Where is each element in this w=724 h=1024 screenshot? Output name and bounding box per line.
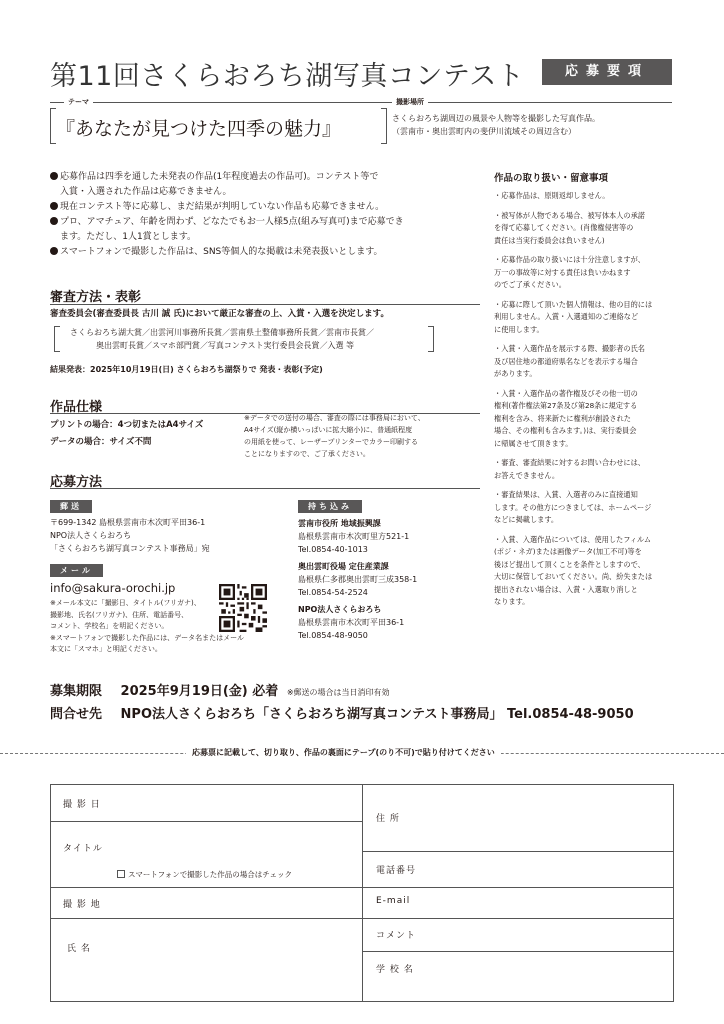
apply-rule <box>50 488 480 489</box>
form-rule <box>51 887 362 888</box>
note-line: お答えできません。 <box>494 470 560 480</box>
notes-section <box>494 170 678 616</box>
bullet-icon <box>50 247 58 255</box>
contact-value: NPO法人さくらおろち「さくらおろち湖写真コンテスト事務局」 Tel.0854-48-9050 <box>120 707 634 722</box>
judging-heading: 審査方法・表彰 <box>50 290 142 305</box>
email-note: ※スマートフォンで撮影した作品には、データ名またはメール <box>50 633 245 642</box>
field-title[interactable]: タイトル <box>63 844 103 854</box>
spec-note: ※データでの送付の場合、審査の際には事務局において、 A4サイズ(縦か横いっぱいに拡大縮小)に、普通紙程度 の用紙を使って、レーザープリンターでカラー印刷する ことになりますので、ご了承ください。 <box>244 414 425 458</box>
form-rule <box>51 918 362 919</box>
note-item <box>494 489 678 527</box>
spec-print: プリントの場合：4つ切またはA4サイズ <box>50 420 204 430</box>
notes-list <box>494 190 678 609</box>
field-comment[interactable]: コメント <box>376 931 417 941</box>
mail-line: NPO法人さくらおろち <box>50 531 132 540</box>
note-item <box>494 210 678 248</box>
mail-line: 「さくらおろち湖写真コンテスト事務局」宛 <box>50 544 210 553</box>
note-line: に帰属させて頂きます。 <box>494 438 573 448</box>
note-line: のでご了承ください。 <box>494 280 566 289</box>
bring-office: NPO法人さくらおろち 島根県雲南市木次町平田36-1 Tel.0854-48-9050 <box>298 605 405 640</box>
location-line-2: （雲南市・奥出雲町内の斐伊川流域その周辺含む） <box>392 127 576 136</box>
note-line: を得て応募してください。(肖像権侵害等の <box>494 223 634 232</box>
judging-rule <box>50 304 480 305</box>
field-school[interactable]: 学 校 名 <box>376 965 414 975</box>
qr-code-icon[interactable] <box>219 584 267 632</box>
deadline-row <box>50 680 390 699</box>
form-rule <box>362 887 673 888</box>
theme-bracket-right <box>381 108 387 144</box>
note-item <box>494 388 678 451</box>
field-email[interactable]: E-mail <box>376 896 411 906</box>
note-line: ・被写体が人物である場合、被写体本人の承諾 <box>494 210 645 220</box>
email-note: 撮影地、氏名(フリガナ)、住所、電話番号、 <box>50 610 189 619</box>
note-line: ・入賞・入選作品の著作権及びその他一切の <box>494 388 638 398</box>
deadline-label: 募集期限 <box>50 684 103 699</box>
email-tag: メール <box>50 564 103 577</box>
note-line: などに掲載します。 <box>494 515 559 524</box>
note-line: ・応募作品は、原則返却しません。 <box>494 191 610 200</box>
awards-bracket-left <box>54 326 60 352</box>
awards-line-1: さくらおろち湖大賞／出雲河川事務所長賞／雲南県土整備事務所長賞／雲南市長賞／ <box>70 328 374 337</box>
page-title: 第11回さくらおろち湖写真コンテスト <box>50 61 525 92</box>
mail-line: 〒699-1342 島根県雲南市木次町平田36-1 <box>50 518 206 527</box>
note-item <box>494 457 678 482</box>
note-item <box>494 534 678 609</box>
field-name[interactable]: 氏 名 <box>67 944 91 954</box>
mail-section <box>50 494 244 656</box>
note-line: なります。 <box>494 597 530 606</box>
bring-section <box>298 494 417 642</box>
note-line: 責任は当実行委員会は負いません) <box>494 235 605 245</box>
judging-lead: 審査委員会(審査委員長 古川 誠 氏)において厳正な審査の上、入賞・入選を決定します。 <box>50 309 389 319</box>
rule-item: 現在コンテスト等に応募し、まだ結果が判明していない作品も応募できません。 <box>50 200 480 215</box>
bring-office: 雲南市役所 地域振興課 島根県雲南市木次町里方521-1 Tel.0854-40-1013 <box>298 519 410 554</box>
note-line: 及び居住地の都道府県名などを表示する場合 <box>494 356 638 366</box>
note-line: 万一の事故等に対する責任は負いかねます <box>494 267 631 277</box>
rule-item: 応募作品は四季を通した未発表の作品(1年程度過去の作品可)。コンテスト等で 入賞・入選された作品は応募できません。 <box>50 170 480 200</box>
contact-row <box>50 703 634 722</box>
apply-heading: 応募方法 <box>50 475 103 490</box>
spec-data: データの場合：サイズ不問 <box>50 437 152 447</box>
note-line: ・入賞・入選作品を展示する際、撮影者の氏名 <box>494 344 645 353</box>
note-line: 大切に保管しておいてください。尚、紛失または <box>494 572 653 581</box>
result-announcement: 結果発表：2025年10月19日(日) さくらおろち湖祭りで 発表・表彰(予定) <box>50 365 323 374</box>
note-line: 場合、その権利も含みます。)は、実行委員会 <box>494 426 637 435</box>
mail-tag: 郵送 <box>50 500 92 513</box>
spec-heading: 作品仕様 <box>50 400 103 415</box>
guidelines-badge: 応募要項 <box>542 59 672 85</box>
rules-list <box>50 170 480 260</box>
form-rule <box>362 918 673 919</box>
contact-label: 問合せ先 <box>50 707 103 722</box>
note-item <box>494 299 678 337</box>
rule-item: プロ、アマチュア、年齢を問わず、どなたでもお一人様5点(組み写真可)まで応募でき ます。ただし、1人1賞とします。 <box>50 215 480 245</box>
field-address[interactable]: 住 所 <box>376 814 400 824</box>
bullet-icon <box>50 172 58 180</box>
notes-heading: 作品の取り扱い・留意事項 <box>494 173 609 184</box>
form-divider <box>362 785 363 1001</box>
note-line: に使用します。 <box>494 324 544 334</box>
form-rule <box>362 851 673 852</box>
note-line: ・入賞、入選作品については、使用したフィルム <box>494 534 652 544</box>
theme-rule <box>50 102 672 103</box>
note-line: 権利(著作権法第27条及び第28条に規定する <box>494 401 638 410</box>
location-tag: 撮影場所 <box>392 97 428 107</box>
note-line: ・応募作品の取り扱いには十分注意しますが、 <box>494 255 645 264</box>
note-line: 権利を含み、将来新たに権利が創設された <box>494 413 631 423</box>
note-line: します。その他方につきましては、ホームページ <box>494 502 652 512</box>
deadline-value: 2025年9月19日(金) 必着 <box>120 684 279 699</box>
note-line: ・応募に際して頂いた個人情報は、他の目的には <box>494 299 653 309</box>
bring-tag: 持ち込み <box>298 500 362 513</box>
note-line: があります。 <box>494 369 537 378</box>
cut-instruction: 応募票に記載して、切り取り、作品の裏面にテープ(のり不可)で貼り付けてください <box>186 747 501 758</box>
rule-item: スマートフォンで撮影した作品は、SNS等個人的な掲載は未発表扱いとします。 <box>50 245 480 260</box>
awards-line-2: 奥出雲町長賞／スマホ部門賞／写真コンテスト実行委員会長賞／入選 等 <box>96 341 355 350</box>
bring-office: 奥出雲町役場 定住産業課 島根県仁多郡奥出雲町三成358-1 Tel.0854-54-2524 <box>298 562 418 597</box>
bullet-icon <box>50 217 58 225</box>
theme-text: 『あなたが見つけた四季の魅力』 <box>56 118 342 140</box>
field-date[interactable]: 撮 影 日 <box>63 800 101 810</box>
note-line: 提出されない場合は、入賞・入選取り消しと <box>494 584 638 594</box>
note-line: ・審査結果は、入賞、入選者のみに直接通知 <box>494 490 638 499</box>
deadline-note: ※郵送の場合は当日消印有効 <box>286 688 390 697</box>
note-line: ・審査、審査結果に対するお問い合わせには、 <box>494 458 645 467</box>
note-item <box>494 343 678 381</box>
bullet-icon <box>50 202 58 210</box>
form-rule <box>362 951 673 952</box>
note-line: 後ほど提出して頂くことを条件としますので、 <box>494 559 645 569</box>
smartphone-check[interactable]: スマートフォンで撮影した作品の場合はチェック <box>117 869 292 880</box>
note-line: (ポジ・ネガ)または画像データ(加工不可)等を <box>494 547 642 556</box>
email-note: コメント、学校名」を明記ください。 <box>50 622 169 630</box>
entry-form <box>50 784 674 1002</box>
checkbox-icon[interactable] <box>117 870 125 878</box>
form-rule <box>51 821 362 822</box>
note-item <box>494 190 678 203</box>
note-item <box>494 254 678 292</box>
location-line-1: さくらおろち湖周辺の風景や人物等を撮影した写真作品。 <box>392 114 600 123</box>
awards-bracket-right <box>428 326 434 352</box>
theme-tag: テーマ <box>64 97 93 107</box>
note-line: 利用しません。入賞・入選通知のご連絡など <box>494 312 639 321</box>
email-note: ※メール本文に「撮影日、タイトル(フリガナ)、 <box>50 599 201 607</box>
field-phone[interactable]: 電話番号 <box>376 866 417 876</box>
field-location[interactable]: 撮 影 地 <box>63 900 101 910</box>
email-address[interactable]: info@sakura-orochi.jp <box>50 581 176 595</box>
email-note: 本文に「スマホ」と明記ください。 <box>50 645 162 653</box>
